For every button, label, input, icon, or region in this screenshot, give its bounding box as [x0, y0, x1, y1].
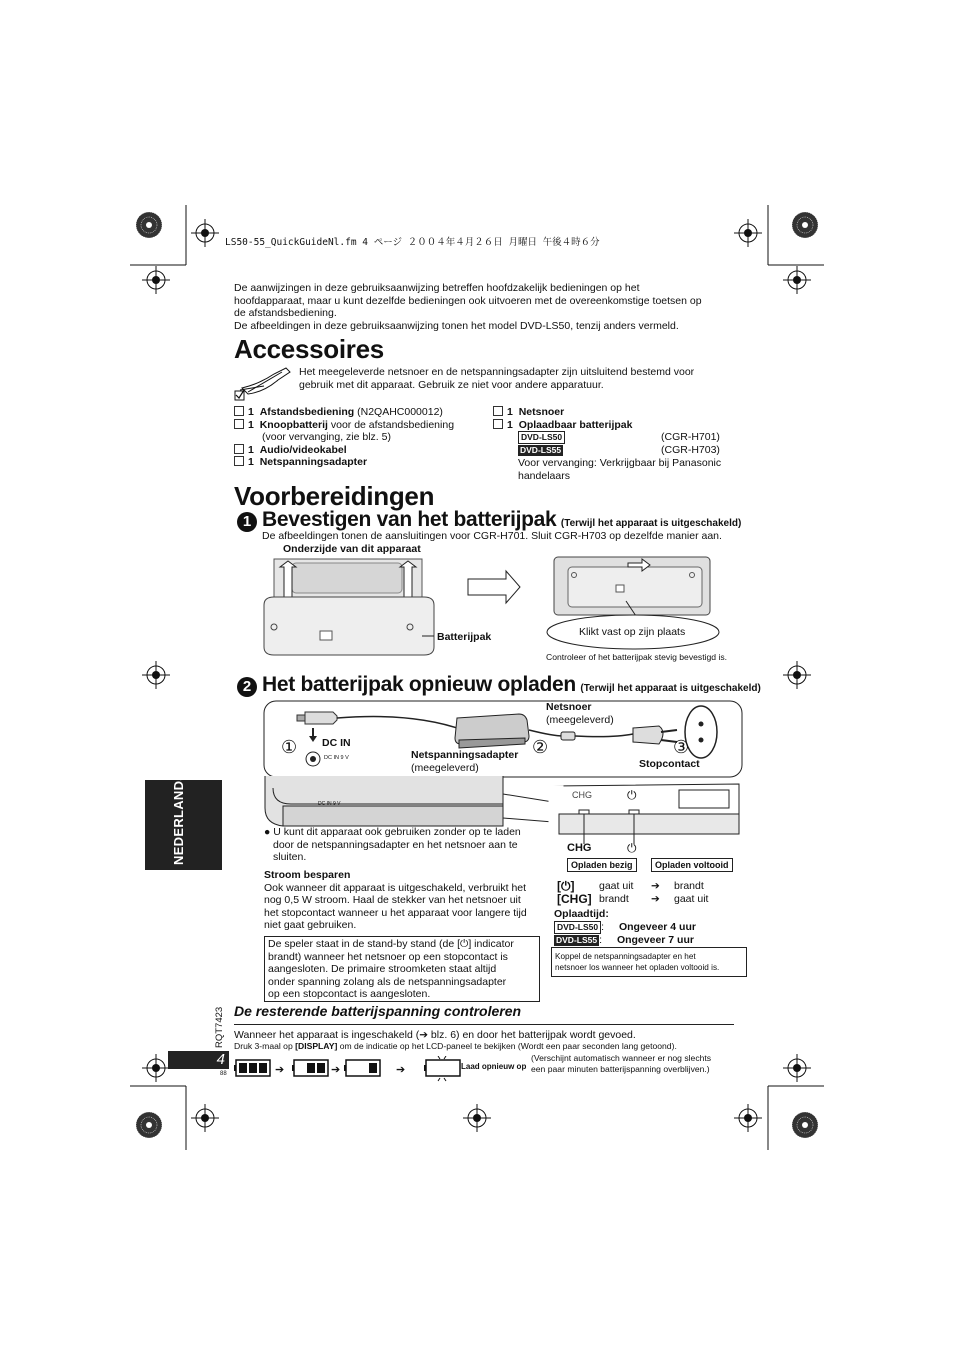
panel-power-icon: ⏻: [627, 788, 637, 802]
arrow-icon: ➔: [651, 893, 660, 905]
battery-arrow: ➔: [275, 1064, 285, 1076]
standby-box: [264, 936, 540, 1002]
step-title: Bevestigen van het batterijpak: [262, 508, 557, 531]
label-line: (meegeleverd): [546, 713, 614, 726]
model-part: (CGR-H701): [661, 431, 720, 444]
saving-line: het stopcontact wanneer u het apparaat voor langere tijd: [264, 906, 527, 919]
list-item: 1 Netspanningsadapter: [234, 456, 454, 469]
row-value: gaat uit: [674, 893, 709, 905]
checkbox-icon: [234, 406, 244, 416]
box-line: brandt) wanneer het netsnoer op een stopcontact is: [268, 950, 508, 963]
model-row: [493, 431, 743, 444]
battery-arrow: ➔: [396, 1064, 406, 1076]
intro-text: [234, 282, 744, 332]
remaining-title: De resterende batterijspanning controleren: [234, 1003, 522, 1019]
remaining-line1: Wanneer het apparaat is ingeschakeld (➔ blz. 6) en door het batterijpak wordt gevoed.: [234, 1029, 636, 1041]
box-line: aangesloten. De primaire stroomketen staat altijd: [268, 963, 497, 976]
checkbox-icon: [234, 456, 244, 466]
list-item: 1 Netsnoer: [493, 406, 743, 419]
bullet-line: door de netspanningsadapter en het netsnoer aan te: [273, 838, 518, 851]
page-number: 4: [216, 1051, 225, 1068]
row-value: gaat uit: [599, 880, 634, 892]
accessories-title: Accessoires: [234, 334, 384, 364]
dc-in-small-label: DC IN 9 V: [324, 755, 349, 761]
bullet-line: ● U kunt dit apparaat ook gebruiken zonder op te laden: [264, 826, 521, 838]
charge-time-row: [554, 921, 696, 934]
adapter-label: [411, 749, 518, 774]
saving-section: [264, 869, 549, 932]
accessories-left-list: [234, 406, 454, 469]
disconnect-note-box: [551, 947, 747, 977]
battery-arrow: ➔: [331, 1064, 341, 1076]
indicator-table: [557, 880, 737, 908]
charge-time-row: [554, 934, 694, 947]
text-part: om de indicatie op het LCD-paneel te bekijken (Wordt een paar seconden lang getoond).: [337, 1041, 677, 1051]
label-line: Netsnoer: [546, 701, 592, 713]
step-title: Het batterijpak opnieuw opladen: [262, 673, 576, 696]
dc-in-label: DC IN: [322, 737, 351, 749]
step-number: 1: [237, 512, 257, 532]
writing-hand-icon: [234, 366, 294, 402]
colon: :: [599, 934, 603, 946]
arrow-icon: ➔: [651, 880, 660, 892]
prep-title: Voorbereidingen: [234, 481, 435, 511]
checkbox-icon: [493, 419, 503, 429]
language-label: NEDERLANDS: [171, 771, 186, 865]
saving-line: niet gaat gebruiken.: [264, 919, 357, 932]
panel-chg: CHG: [572, 790, 592, 800]
box-line: onder spanning zolang als de netspanningsadapter: [268, 975, 507, 988]
colon: :: [601, 921, 605, 933]
model-badge: DVD-LS50: [554, 921, 601, 934]
note-line: (Verschijnt automatisch wanneer er nog slechts: [531, 1053, 712, 1063]
display-button-ref: [DISPLAY]: [295, 1041, 338, 1051]
note-line: Het meegeleverde netsnoer en de netspanningsadapter zijn uitsluitend bestemd voor: [299, 366, 695, 378]
remaining-line2: [234, 1041, 677, 1052]
charge-time-title: Oplaadtijd:: [554, 908, 609, 920]
checkbox-icon: [234, 444, 244, 454]
charge-time: Ongeveer 4 uur: [618, 921, 696, 933]
replace-note: [493, 457, 743, 482]
usage-bullet: [264, 826, 544, 864]
saving-line: Ook wanneer dit apparaat is uitgeschakeld, verbruikt het: [264, 881, 527, 894]
step-note: (Terwijl het apparaat is uitgeschakeld): [580, 683, 761, 694]
step-1-marker: ①: [281, 737, 298, 757]
text-part: Druk 3-maal op: [234, 1041, 296, 1051]
saving-title: Stroom besparen: [264, 869, 351, 881]
stopcontact-label: Stopcontact: [639, 758, 700, 770]
checkbox-icon: [234, 419, 244, 429]
list-item: 1 Afstandsbediening (N2QAHC000012): [234, 406, 454, 419]
label-line: (meegeleverd): [411, 761, 479, 774]
box-line: op een stopcontact is aangesloten.: [268, 988, 431, 1001]
row-value: brandt: [599, 893, 629, 905]
model-badge: DVD-LS55: [520, 445, 562, 456]
file-header: LS50-55_QuickGuideNl.fm 4 ページ ２００４年４月２６日 月曜日 午後４時６分: [225, 237, 600, 248]
list-item-continuation: (voor vervanging, zie blz. 5): [262, 431, 391, 444]
intro-line: hoofdapparaat, maar u kunt dezelfde bedieningen ook uitvoeren met de overeenkomstige toetsen op: [234, 294, 702, 307]
model-row: [493, 444, 743, 457]
box-line: De speler staat in de stand-by stand (de [⏻] indicator: [268, 938, 514, 950]
intro-line: De afbeeldingen in deze gebruiksaanwijzing tonen het model DVD-LS50, tenzij anders vermeld.: [234, 319, 679, 332]
recharge-label: Laad opnieuw op: [461, 1062, 527, 1071]
dc-in-side-label: DC IN 9 V: [318, 801, 341, 807]
note-line: Koppel de netspanningsadapter en het: [555, 952, 696, 961]
label-click: Klikt vast op zijn plaats: [579, 626, 686, 638]
step2-heading: [237, 673, 761, 697]
saving-line: nog 0,5 W stroom. Haal de stekker van het netsnoer uit: [264, 894, 521, 907]
indicator-power-icon: ⏻: [627, 841, 637, 855]
note-line: Voor vervanging: Verkrijgbaar bij Panasonic: [518, 457, 722, 470]
charge-time: Ongeveer 7 uur: [616, 934, 694, 946]
page-sub-number: 88: [220, 1071, 227, 1077]
step-3-marker: ③: [673, 737, 690, 757]
rqt-code: RQT7423: [214, 1006, 225, 1048]
model-badge: DVD-LS50: [518, 431, 565, 444]
intro-line: De aanwijzingen in deze gebruiksaanwijzing betreffen hoofdzakelijk bedieningen op het: [234, 282, 640, 294]
remaining-underline: [234, 1024, 734, 1025]
step-2-marker: ②: [532, 737, 549, 757]
note-line: netsnoer los wanneer het opladen voltooid is.: [555, 963, 720, 972]
note-line: handelaars: [518, 469, 570, 482]
done-label-box: Opladen voltooid: [651, 858, 733, 872]
language-tab: [145, 771, 222, 870]
bullet-line: sluiten.: [273, 851, 307, 864]
step1-desc: De afbeeldingen tonen de aansluitingen voor CGR-H701. Sluit CGR-H703 op dezelfde manier aan.: [262, 530, 722, 542]
step-number: 2: [237, 677, 257, 697]
label-check: Controleer of het batterijpak stevig bevestigd is.: [546, 652, 728, 662]
intro-line: de afstandsbediening.: [234, 307, 337, 320]
checkbox-icon: [493, 406, 503, 416]
step1-heading: [237, 508, 741, 532]
label-underside: Onderzijde van dit apparaat: [283, 543, 421, 555]
row-key: [⏻]: [557, 879, 575, 893]
indicator-chg: CHG: [567, 842, 592, 854]
list-item: 1 Oplaadbaar batterijpak: [493, 419, 743, 432]
step-note: (Terwijl het apparaat is uitgeschakeld): [560, 518, 742, 529]
note-line: een paar minuten batterijspanning overblijven.): [531, 1064, 710, 1074]
model-part: (CGR-H703): [661, 444, 720, 457]
note-line: gebruik met dit apparaat. Gebruik ze niet voor andere apparatuur.: [299, 378, 604, 391]
label-line: Netspanningsadapter: [411, 749, 519, 761]
model-badge: DVD-LS55: [556, 935, 598, 945]
page-number-tab: [168, 1051, 229, 1069]
label-battery: Batterijpak: [437, 631, 492, 643]
auto-note: [531, 1053, 711, 1075]
row-value: brandt: [674, 880, 704, 892]
accessories-note: [299, 366, 694, 391]
row-key: [CHG]: [557, 892, 592, 906]
accessories-right-list: [493, 406, 743, 482]
charging-label-box: Opladen bezig: [567, 858, 637, 872]
list-item: 1 Audio/videokabel: [234, 444, 454, 457]
list-item: 1 Knoopbatterij voor de afstandsbediening: [234, 419, 454, 432]
netsnoer-label: [546, 701, 614, 726]
